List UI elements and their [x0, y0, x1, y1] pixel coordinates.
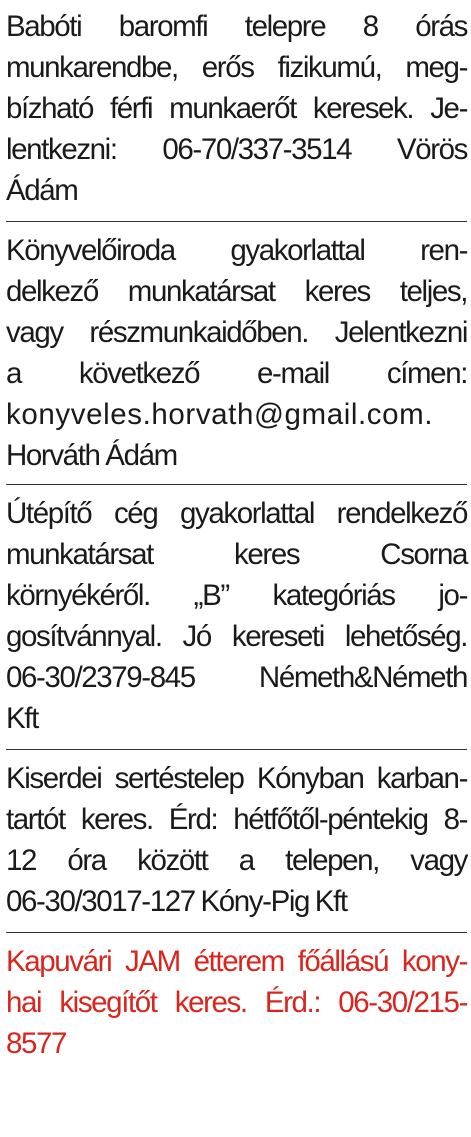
ad-line: környékéről. „B” kategóriás jo-	[6, 579, 467, 612]
ad-line: Ádám	[6, 174, 78, 207]
classified-ad	[6, 6, 467, 211]
ad-line: konyveles.horvath@gmail.com.	[6, 398, 434, 431]
ad-line: a következő e-mail címen:	[6, 357, 467, 390]
ad-line: tartót keres. Érd: hétfőtől-péntekig 8-	[6, 803, 467, 836]
ad-line: munkarendbe, erős fizikumú, meg-	[6, 51, 467, 84]
classified-ad-highlighted	[6, 941, 467, 1064]
ad-line: 8577	[6, 1027, 67, 1060]
ad-divider	[6, 932, 467, 933]
ad-line: Kapuvári JAM étterem főállású kony-	[6, 945, 467, 978]
ad-line: Kft	[6, 702, 38, 735]
ad-divider	[6, 484, 467, 485]
ad-line: Kiserdei sertéstelep Kónyban karban-	[6, 762, 467, 795]
ad-line: Horváth Ádám	[6, 439, 177, 472]
ad-line: Babóti baromfi telepre 8 órás	[6, 10, 467, 43]
ad-line: munkatársat keres Csorna	[6, 538, 467, 571]
ad-line: 06-30/2379-845 Németh&Németh	[6, 661, 467, 694]
ad-divider	[6, 221, 467, 222]
ad-line: hai kisegítőt keres. Érd.: 06-30/215-	[6, 986, 467, 1019]
ad-line: delkező munkatársat keres teljes,	[6, 275, 467, 308]
ad-line: Útépítő cég gyakorlattal rendelkező	[6, 497, 467, 530]
ad-line: lentkezni: 06-70/337-3514 Vörös	[6, 133, 467, 166]
ad-line: bízható férfi munkaerőt keresek. Je-	[6, 92, 467, 125]
classified-ad	[6, 230, 467, 476]
ad-line: Könyvelőiroda gyakorlattal ren-	[6, 234, 467, 267]
ad-line: 12 óra között a telepen, vagy	[6, 844, 467, 877]
ad-line: vagy részmunkaidőben. Jelentkezni	[6, 316, 467, 349]
classified-ad	[6, 493, 467, 739]
ad-line: gosítvánnyal. Jó kereseti lehetőség.	[6, 620, 467, 653]
classified-ad	[6, 758, 467, 922]
ad-line: 06-30/3017-127 Kóny-Pig Kft	[6, 885, 347, 918]
ad-divider	[6, 749, 467, 750]
classified-ads-column	[0, 6, 471, 1137]
